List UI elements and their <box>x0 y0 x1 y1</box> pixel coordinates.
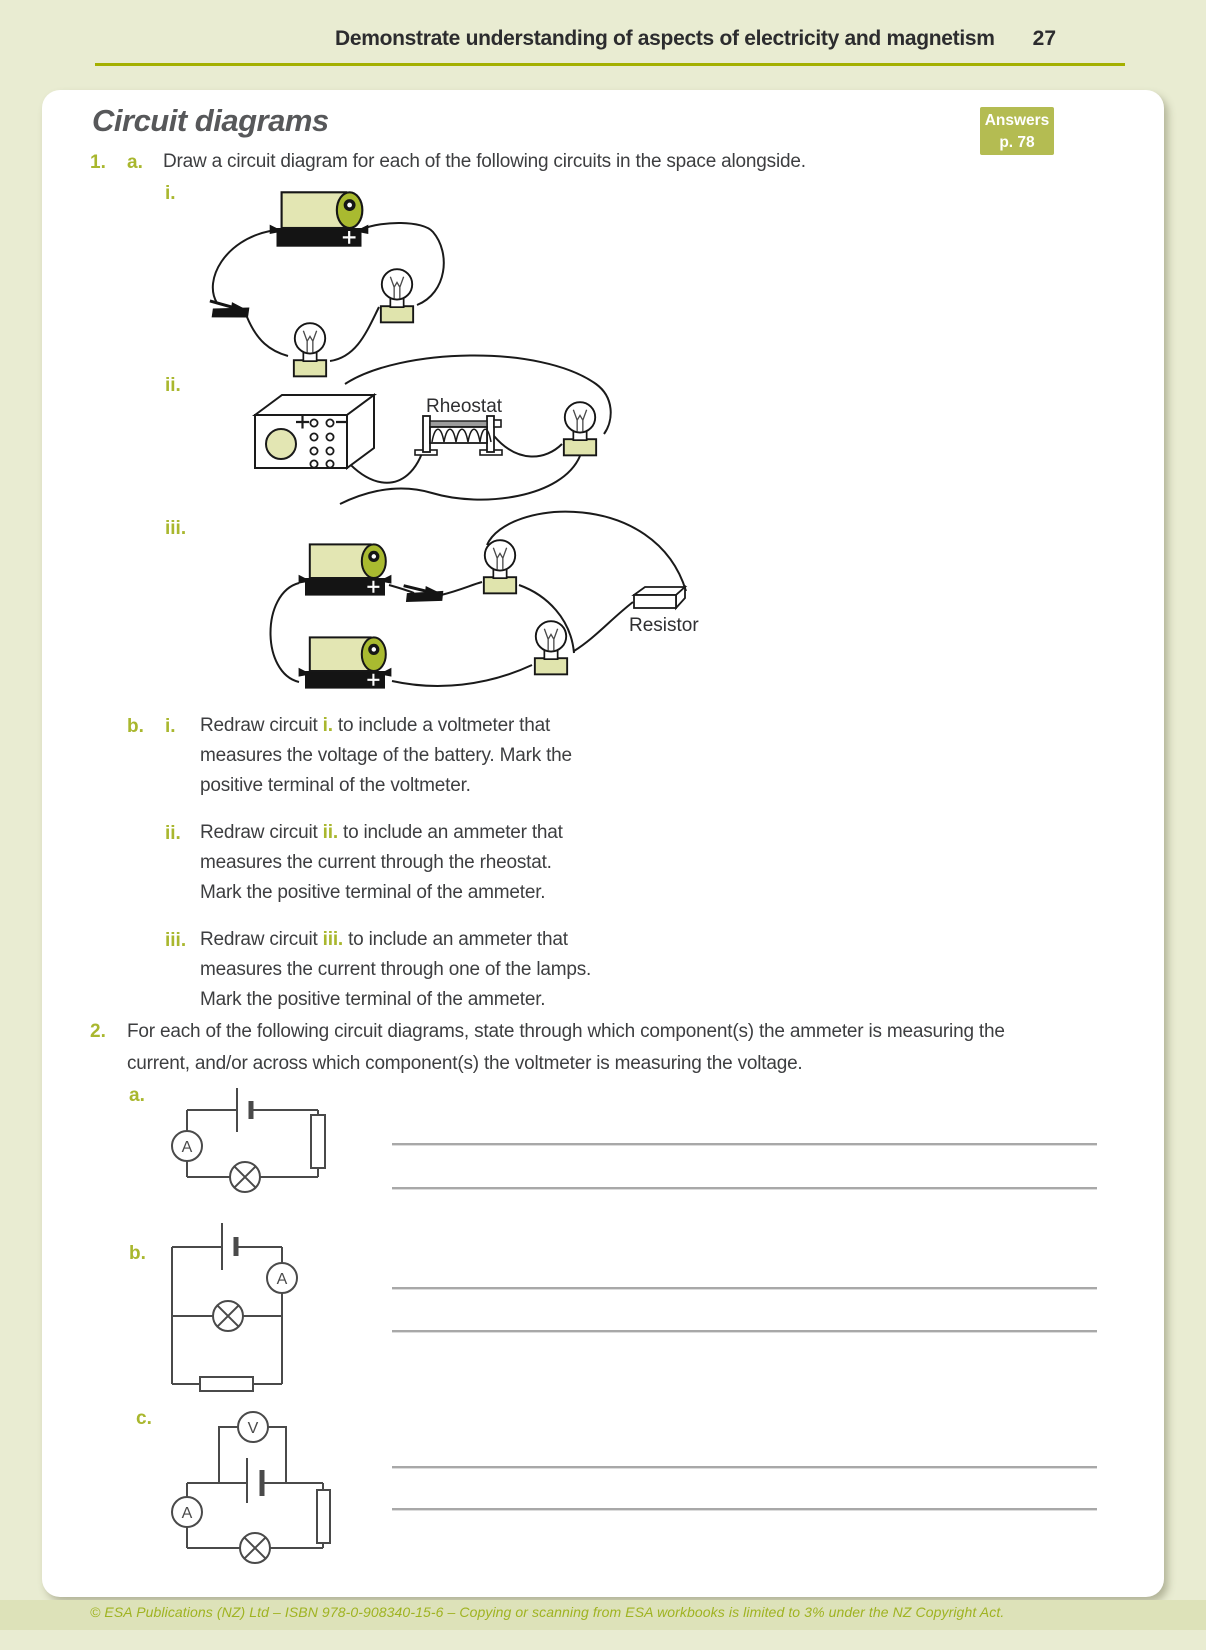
q1a-item-ii-label: ii. <box>165 375 181 396</box>
lamp-icon <box>535 621 567 674</box>
q1b-ii-num: ii. <box>165 823 181 844</box>
q2c-label: c. <box>136 1408 152 1429</box>
battery-icon <box>299 544 392 595</box>
answers-badge-line1: Answers <box>984 112 1050 129</box>
q1b-iii-line3: Mark the positive terminal of the ammeter. <box>200 989 546 1010</box>
q2-instruction <box>127 1016 1127 1080</box>
circuit-illustration-ii <box>240 368 660 510</box>
circuit-illustration-iii <box>235 505 699 695</box>
lamp-icon <box>484 540 516 593</box>
lamp-cross <box>244 1537 265 1558</box>
resistor-label: Resistor <box>629 615 699 636</box>
lamp-icon <box>564 402 596 455</box>
q1b-ii-text <box>200 818 620 908</box>
rheostat-label: Rheostat <box>426 396 503 417</box>
answers-badge-line2: p. 78 <box>999 134 1035 152</box>
q1b-iii-line1-ref: iii. <box>322 929 343 950</box>
answer-line[interactable] <box>392 1287 1097 1290</box>
switch-icon <box>208 299 250 322</box>
circuit-illustration-i <box>195 185 455 381</box>
answer-line[interactable] <box>392 1143 1097 1146</box>
q2b-label: b. <box>129 1243 146 1264</box>
q1b-iii-line1-post: to include an ammeter that <box>342 929 568 950</box>
ammeter-letter: A <box>181 1505 193 1522</box>
answer-line[interactable] <box>392 1330 1097 1333</box>
resistor-symbol <box>200 1377 253 1391</box>
header-title: Demonstrate understanding of aspects of electricity and magnetism <box>334 27 995 50</box>
q1a-instruction: Draw a circuit diagram for each of the following circuits in the space alongside. <box>163 151 806 172</box>
header-page-number: 27 <box>1032 27 1056 50</box>
circuit-diagram-b <box>160 1220 320 1395</box>
battery-icon <box>270 192 369 246</box>
section-title: Circuit diagrams <box>92 103 329 138</box>
lamp-cross <box>234 1166 255 1187</box>
lamp-icon <box>381 269 413 322</box>
resistor-icon <box>634 587 685 608</box>
q1b-iii-text <box>200 925 630 1015</box>
header-rule <box>95 63 1125 66</box>
footer-copyright: © ESA Publications (NZ) Ltd – ISBN 978-0-908340-15-6 – Copying or scanning from ESA workbooks is limited to 3% under the NZ Copyright Act. <box>90 1604 1005 1620</box>
q1b-ii-line1-pre: Redraw circuit <box>200 822 323 843</box>
battery-icon <box>299 637 392 688</box>
circuit-diagram-a <box>163 1076 338 1206</box>
power-supply-dial <box>266 429 296 459</box>
voltmeter-letter: V <box>247 1420 259 1437</box>
q1b-iii-line1-pre: Redraw circuit <box>200 929 323 950</box>
q1b-i-line1-pre: Redraw circuit <box>200 715 323 736</box>
q1a-label: a. <box>127 152 143 173</box>
q2-number: 2. <box>90 1021 106 1042</box>
q1b-i-line1-post: to include a voltmeter that <box>332 715 551 736</box>
q1b-label: b. <box>127 716 144 737</box>
q2-instruction-line2: current, and/or across which component(s) the voltmeter is measuring the voltage. <box>127 1053 803 1074</box>
power-supply-icon <box>255 395 374 468</box>
q1a-item-iii-label: iii. <box>165 518 187 539</box>
q1b-ii-line1-ref: ii. <box>322 822 338 843</box>
answer-line[interactable] <box>392 1508 1097 1511</box>
q1b-i-line1-ref: i. <box>322 715 333 736</box>
answer-line[interactable] <box>392 1187 1097 1190</box>
ammeter-letter: A <box>276 1271 288 1288</box>
resistor-symbol <box>311 1115 325 1168</box>
q1b-ii-line3: Mark the positive terminal of the ammeter. <box>200 882 546 903</box>
worksheet-card <box>42 90 1164 1597</box>
q1b-i-line3: positive terminal of the voltmeter. <box>200 775 471 796</box>
lamp-cross <box>217 1305 238 1326</box>
q1b-iii-line2: measures the current through one of the lamps. <box>200 959 592 980</box>
q1b-i-line2: measures the voltage of the battery. Mark the <box>200 745 572 766</box>
answer-line[interactable] <box>392 1466 1097 1469</box>
q1-number: 1. <box>90 152 106 173</box>
q2-instruction-line1: For each of the following circuit diagrams, state through which component(s) the ammeter is measuring the <box>127 1021 1005 1042</box>
q2a-label: a. <box>129 1085 145 1106</box>
resistor-symbol <box>317 1490 330 1543</box>
q1b-iii-num: iii. <box>165 930 187 951</box>
q1b-ii-line1-post: to include an ammeter that <box>337 822 563 843</box>
q1a-item-i-label: i. <box>165 183 176 204</box>
page-header <box>335 27 1056 51</box>
switch-icon <box>402 584 444 606</box>
answers-badge[interactable] <box>980 107 1054 155</box>
rheostat-icon <box>415 416 502 455</box>
q1b-ii-line2: measures the current through the rheostat. <box>200 852 552 873</box>
q1b-i-text <box>200 711 620 801</box>
q1b-i-num: i. <box>165 716 176 737</box>
circuit-diagram-c <box>160 1406 335 1571</box>
ammeter-letter: A <box>181 1139 193 1156</box>
